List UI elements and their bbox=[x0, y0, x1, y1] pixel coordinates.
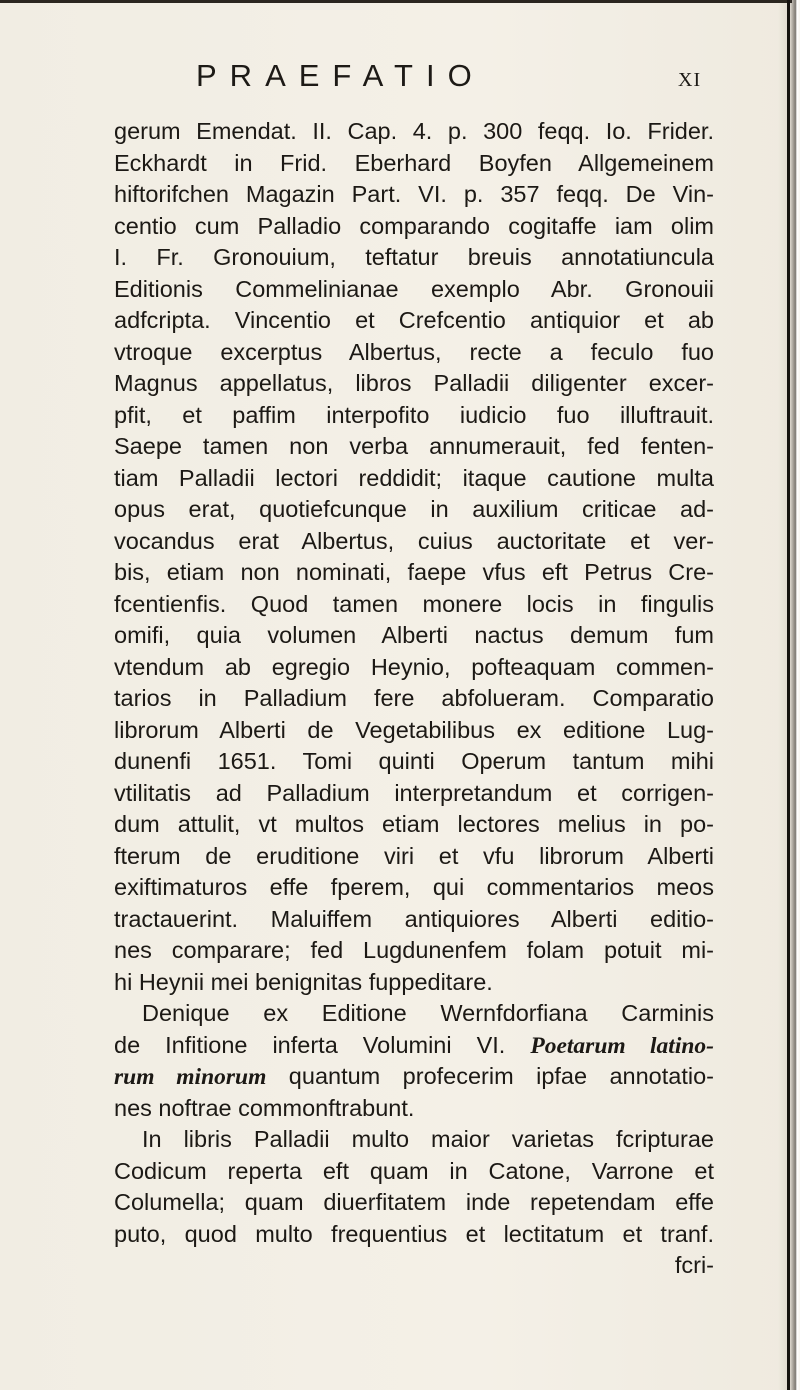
text-line: hiftorifchen Magazin Part. VI. p. 357 feqq. De Vin- bbox=[114, 181, 714, 207]
text-line: vtroque excerptus Albertus, recte a feculo fuo bbox=[114, 338, 714, 365]
italic-title: Poetarum latino- bbox=[530, 1032, 715, 1059]
text-line: exiftimaturos effe fperem, qui commentarios meos bbox=[114, 874, 714, 900]
paragraph-start-line: In libris Palladii multo maior varietas fcripturae bbox=[142, 1126, 714, 1152]
catchword: fcri- bbox=[674, 1252, 714, 1278]
text-segment: de Infitione inferta Volumini VI. bbox=[114, 1031, 531, 1058]
text-line: Magnus appellatus, libros Palladii diligenter excer- bbox=[114, 370, 714, 396]
paragraph-end-line: nes noftrae commonftrabunt. bbox=[114, 1094, 415, 1121]
text-line: omifi, quia volumen Alberti nactus demum fum bbox=[114, 622, 714, 648]
text-line: bis, etiam non nominati, faepe vfus eft Petrus Cre- bbox=[114, 559, 714, 585]
text-line: nes comparare; fed Lugdunenfem folam potuit mi- bbox=[114, 937, 714, 963]
text-line: Codicum reperta eft quam in Catone, Varrone et bbox=[114, 1157, 714, 1184]
text-line: opus erat, quotiefcunque in auxilium criticae ad- bbox=[114, 496, 714, 522]
text-line: Columella; quam diuerfitatem inde repetendam effe bbox=[114, 1189, 714, 1215]
page-edge-line bbox=[787, 0, 790, 1390]
text-line: dunenfi 1651. Tomi quinti Operum tantum mihi bbox=[114, 748, 714, 774]
italic-title: rum minorum bbox=[114, 1064, 267, 1090]
text-line bbox=[114, 1030, 714, 1062]
text-line: tractauerint. Maluiffem antiquiores Alberti editio- bbox=[114, 905, 714, 932]
text-line: adfcripta. Vincentio et Crefcentio antiquior et ab bbox=[114, 307, 714, 333]
text-segment: quantum profecerim ipfae annotatio- bbox=[266, 1063, 714, 1089]
text-line bbox=[114, 1061, 714, 1093]
text-line: Eckhardt in Frid. Eberhard Boyfen Allgemeinem bbox=[114, 149, 714, 176]
text-line: fcentienfis. Quod tamen monere locis in fingulis bbox=[114, 590, 714, 617]
text-line: centio cum Palladio comparando cogitaffe iam olim bbox=[114, 212, 714, 239]
text-line: tiam Palladii lectori reddidit; itaque cautione multa bbox=[114, 464, 714, 491]
text-line: fterum de eruditione viri et vfu librorum Alberti bbox=[114, 842, 714, 869]
text-line: gerum Emendat. II. Cap. 4. p. 300 feqq. Io. Frider. bbox=[114, 118, 714, 144]
text-line: dum attulit, vt multos etiam lectores melius in po- bbox=[114, 811, 714, 837]
text-line: pfit, et paffim interpofito iudicio fuo illuftrauit. bbox=[114, 401, 714, 428]
page-number: xi bbox=[678, 62, 702, 93]
text-line: tarios in Palladium fere abfolueram. Comparatio bbox=[114, 685, 714, 711]
text-line: vtendum ab egregio Heynio, pofteaquam commen- bbox=[114, 653, 714, 680]
running-header bbox=[0, 58, 800, 98]
text-line: Saepe tamen non verba annumerauit, fed fenten- bbox=[114, 433, 714, 459]
text-line: puto, quod multo frequentius et lectitatum et tranf. bbox=[114, 1220, 714, 1247]
text-line: vtilitatis ad Palladium interpretandum et corrigen- bbox=[114, 779, 714, 806]
text-line: vocandus erat Albertus, cuius auctoritate et ver- bbox=[114, 527, 714, 554]
text-line: librorum Alberti de Vegetabilibus ex editione Lug- bbox=[114, 716, 714, 743]
body-text bbox=[114, 116, 714, 1282]
text-line: Editionis Commelinianae exemplo Abr. Gronouii bbox=[114, 275, 714, 302]
top-rule bbox=[0, 0, 792, 3]
running-title: PRAEFATIO bbox=[196, 58, 485, 93]
paragraph-start-line: Denique ex Editione Wernfdorfiana Carminis bbox=[142, 1000, 714, 1026]
paragraph-end-line: hi Heynii mei benignitas fuppeditare. bbox=[114, 968, 493, 995]
text-line: I. Fr. Gronouium, teftatur breuis annotatiuncula bbox=[114, 244, 714, 270]
